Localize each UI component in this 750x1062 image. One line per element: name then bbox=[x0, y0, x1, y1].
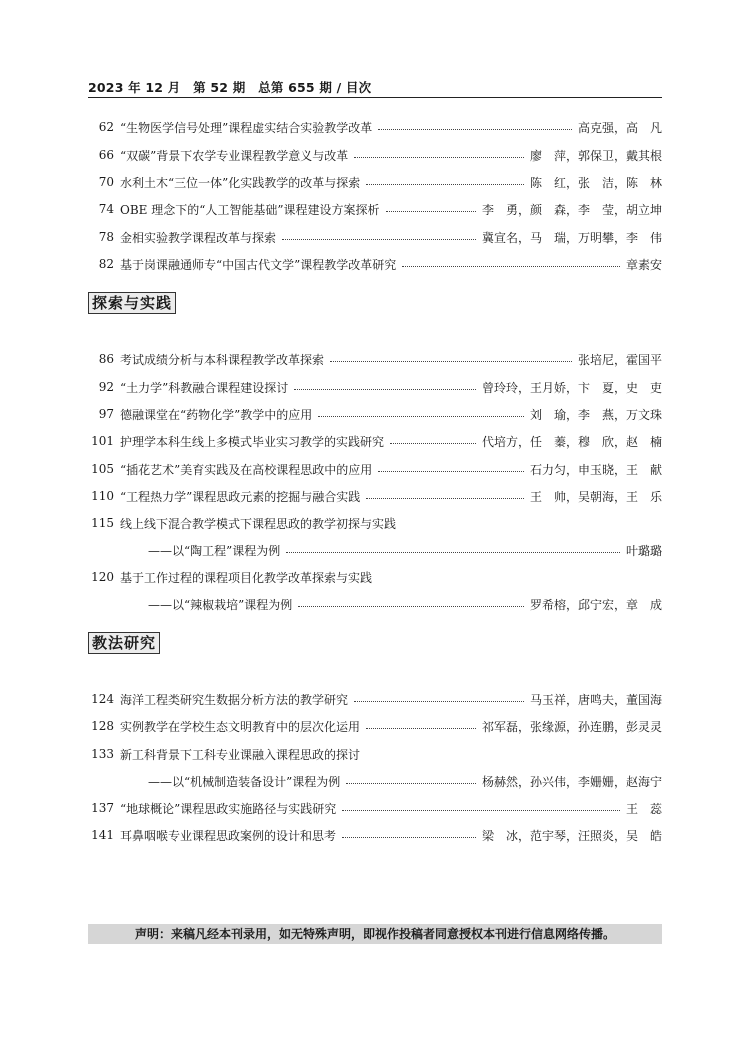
toc-title: 水利土木“三位一体”化实践教学的改革与探索 bbox=[120, 175, 361, 190]
toc-leader-dots bbox=[346, 783, 476, 784]
toc-subtitle: ——以“机械制造装备设计”课程为例 bbox=[148, 774, 341, 789]
toc-authors: 刘 瑜，李 燕，万文珠 bbox=[529, 407, 662, 422]
toc-authors: 廖 萍，郭保卫，戴其根 bbox=[529, 148, 662, 163]
toc-entry[interactable] bbox=[88, 350, 662, 368]
toc-page-number: 128 bbox=[91, 719, 114, 733]
toc-page-number: 78 bbox=[98, 230, 114, 244]
toc-authors: 冀宣名，马 瑞，万明攀，李 伟 bbox=[481, 230, 662, 245]
toc-entry[interactable] bbox=[88, 118, 662, 136]
copyright-notice: 声明：来稿凡经本刊录用，如无特殊声明，即视作投稿者同意授权本刊进行信息网络传播。 bbox=[88, 924, 662, 944]
toc-title: 实例教学在学校生态文明教育中的层次化运用 bbox=[120, 719, 361, 734]
toc-authors: 罗希榕，邱宁宏，章 成 bbox=[529, 597, 662, 612]
toc-leader-dots bbox=[378, 129, 572, 130]
toc-page-number: 92 bbox=[98, 380, 114, 394]
toc-title: “插花艺术”美育实践及在高校课程思政中的应用 bbox=[120, 462, 373, 477]
toc-entry[interactable] bbox=[88, 487, 662, 505]
toc-entry-subtitle[interactable] bbox=[88, 772, 662, 790]
section-heading-teaching-methods: 教法研究 bbox=[88, 632, 160, 654]
toc-entry[interactable] bbox=[88, 405, 662, 423]
toc-leader-dots bbox=[294, 389, 476, 390]
toc-page-number: 115 bbox=[91, 516, 114, 530]
toc-leader-dots bbox=[366, 728, 476, 729]
toc-entry[interactable] bbox=[88, 826, 662, 844]
toc-authors: 王 帅，吴朝海，王 乐 bbox=[529, 489, 662, 504]
toc-authors: 梁 冰，范宇琴，汪照炎，吴 皓 bbox=[481, 828, 662, 843]
toc-title: “工程热力学”课程思政元素的挖掘与融合实践 bbox=[120, 489, 361, 504]
toc-leader-dots bbox=[354, 157, 524, 158]
toc-authors: 章素安 bbox=[625, 257, 662, 272]
toc-title: 新工科背景下工科专业课融入课程思政的探讨 bbox=[120, 747, 361, 762]
issue-header: 2023 年 12 月 第 52 期 总第 655 期 / 目次 bbox=[88, 80, 372, 95]
toc-leader-dots bbox=[330, 361, 572, 362]
toc-leader-dots bbox=[342, 810, 620, 811]
toc-authors: 王 蕊 bbox=[625, 801, 662, 816]
toc-authors: 曾玲玲，王月娇，卞 夏，史 吏 bbox=[481, 380, 662, 395]
toc-title: 考试成绩分析与本科课程教学改革探索 bbox=[120, 352, 325, 367]
toc-page-number: 82 bbox=[98, 257, 114, 271]
toc-page-number: 105 bbox=[91, 462, 114, 476]
toc-page-number: 70 bbox=[98, 175, 114, 189]
toc-page-number: 133 bbox=[91, 747, 114, 761]
toc-title: OBE 理念下的“人工智能基础”课程建设方案探析 bbox=[120, 202, 380, 217]
toc-authors: 高克强，高 凡 bbox=[577, 120, 662, 135]
toc-title: “地球概论”课程思政实施路径与实践研究 bbox=[120, 801, 337, 816]
toc-authors: 石力匀，申玉晓，王 献 bbox=[529, 462, 662, 477]
toc-leader-dots bbox=[366, 184, 524, 185]
toc-entry[interactable] bbox=[88, 200, 662, 218]
toc-title: 线上线下混合教学模式下课程思政的教学初探与实践 bbox=[120, 516, 397, 531]
toc-page-number: 66 bbox=[98, 148, 114, 162]
toc-leader-dots bbox=[298, 606, 524, 607]
toc-leader-dots bbox=[354, 701, 524, 702]
toc-leader-dots bbox=[402, 266, 620, 267]
toc-page-number: 141 bbox=[91, 828, 114, 842]
toc-authors: 祁军磊，张缘源，孙连鹏，彭灵灵 bbox=[481, 719, 662, 734]
toc-leader-dots bbox=[366, 498, 524, 499]
toc-entry[interactable] bbox=[88, 745, 662, 763]
toc-page-number: 62 bbox=[98, 120, 114, 134]
toc-entry[interactable] bbox=[88, 514, 662, 532]
toc-leader-dots bbox=[378, 471, 524, 472]
toc-entry[interactable] bbox=[88, 568, 662, 586]
toc-title: 德融课堂在“药物化学”教学中的应用 bbox=[120, 407, 313, 422]
toc-entry-subtitle[interactable] bbox=[88, 541, 662, 559]
toc-leader-dots bbox=[318, 416, 524, 417]
toc-subtitle: ——以“辣椒栽培”课程为例 bbox=[148, 597, 293, 612]
header-divider bbox=[88, 97, 662, 98]
toc-entry[interactable] bbox=[88, 146, 662, 164]
toc-title: 基于岗课融通师专“中国古代文学”课程教学改革研究 bbox=[120, 257, 397, 272]
toc-authors: 马玉祥，唐鸣夫，董国海 bbox=[529, 692, 662, 707]
toc-entry[interactable] bbox=[88, 460, 662, 478]
toc-title: “生物医学信号处理”课程虚实结合实验教学改革 bbox=[120, 120, 373, 135]
toc-entry[interactable] bbox=[88, 378, 662, 396]
toc-title: 护理学本科生线上多模式毕业实习教学的实践研究 bbox=[120, 434, 385, 449]
toc-authors: 代培方，任 蓁，穆 欣，赵 楠 bbox=[481, 434, 662, 449]
toc-entry[interactable] bbox=[88, 228, 662, 246]
toc-page-number: 124 bbox=[91, 692, 114, 706]
toc-subtitle: ——以“陶工程”课程为例 bbox=[148, 543, 281, 558]
toc-leader-dots bbox=[282, 239, 476, 240]
toc-entry[interactable] bbox=[88, 432, 662, 450]
toc-entry[interactable] bbox=[88, 690, 662, 708]
toc-title: “土力学”科教融合课程建设探讨 bbox=[120, 380, 289, 395]
toc-title: “双碳”背景下农学专业课程教学意义与改革 bbox=[120, 148, 349, 163]
toc-page-number: 74 bbox=[98, 202, 114, 216]
toc-title: 基于工作过程的课程项目化教学改革探索与实践 bbox=[120, 570, 373, 585]
toc-title: 金相实验教学课程改革与探索 bbox=[120, 230, 277, 245]
toc-leader-dots bbox=[386, 211, 476, 212]
toc-title: 海洋工程类研究生数据分析方法的教学研究 bbox=[120, 692, 349, 707]
toc-authors: 杨赫然，孙兴伟，李姗姗，赵海宁 bbox=[481, 774, 662, 789]
toc-authors: 陈 红，张 洁，陈 林 bbox=[529, 175, 662, 190]
section-heading-explore-practice: 探索与实践 bbox=[88, 292, 176, 314]
toc-leader-dots bbox=[342, 837, 476, 838]
toc-entry[interactable] bbox=[88, 799, 662, 817]
toc-page-number: 110 bbox=[91, 489, 114, 503]
toc-page-number: 120 bbox=[91, 570, 114, 584]
toc-entry[interactable] bbox=[88, 173, 662, 191]
toc-page-number: 101 bbox=[91, 434, 114, 448]
toc-authors: 张培尼，霍国平 bbox=[577, 352, 662, 367]
toc-page-number: 137 bbox=[91, 801, 114, 815]
toc-page-number: 97 bbox=[98, 407, 114, 421]
toc-page-number: 86 bbox=[98, 352, 114, 366]
toc-entry[interactable] bbox=[88, 255, 662, 273]
toc-leader-dots bbox=[286, 552, 620, 553]
toc-authors: 叶璐璐 bbox=[625, 543, 662, 558]
toc-title: 耳鼻咽喉专业课程思政案例的设计和思考 bbox=[120, 828, 337, 843]
toc-leader-dots bbox=[390, 443, 476, 444]
toc-entry[interactable] bbox=[88, 717, 662, 735]
toc-authors: 李 勇，颜 森，李 莹，胡立坤 bbox=[481, 202, 662, 217]
toc-entry-subtitle[interactable] bbox=[88, 595, 662, 613]
